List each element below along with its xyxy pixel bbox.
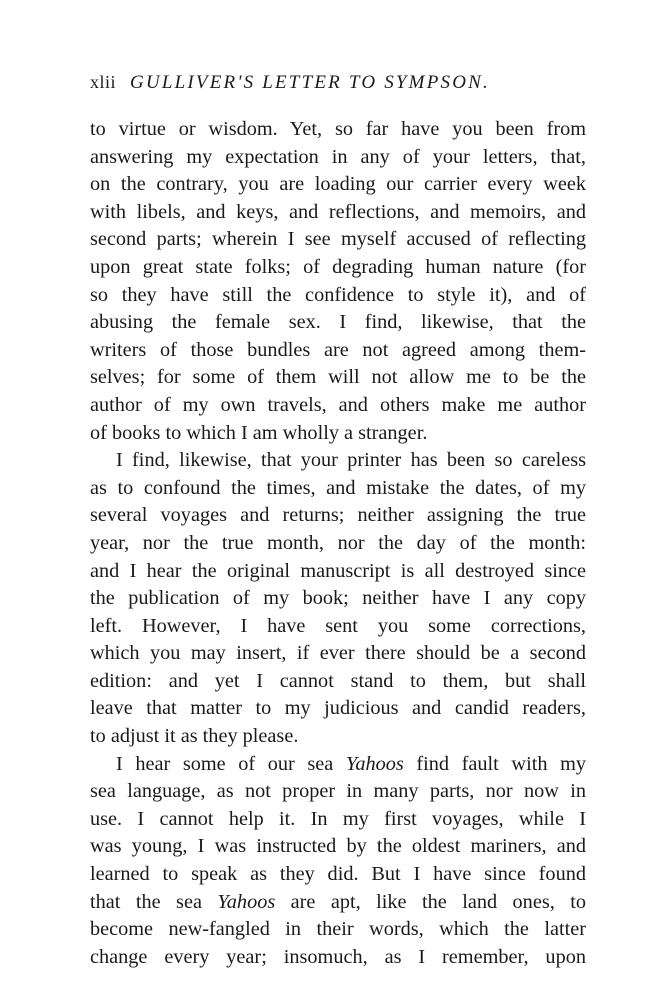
text-line: change every year; insomuch, as I remember, upon: [90, 945, 586, 968]
text-line: on the contrary, you are loading our carrier every week: [90, 173, 586, 196]
text-line: upon great state folks; of degrading human nature (for: [90, 255, 586, 278]
text-line: was young, I was instructed by the oldest mariners, and: [90, 835, 586, 858]
text-line: writers of those bundles are not agreed among them-: [90, 338, 586, 361]
text-segment: are apt, like the land ones, to: [275, 890, 586, 913]
text-line: second parts; wherein I see myself accused of reflecting: [90, 228, 586, 251]
text-line: edition: and yet I cannot stand to them, but shall: [90, 669, 586, 692]
text-line: I find, likewise, that your printer has been so careless: [116, 449, 586, 472]
text-segment: that the sea: [90, 890, 218, 913]
text-line: year, nor the true month, nor the day of the month:: [90, 531, 586, 554]
text-line: [90, 889, 586, 917]
text-segment: find fault with my: [403, 752, 586, 775]
page-number: xlii: [90, 72, 117, 92]
text-line: which you may insert, if ever there should be a second: [90, 642, 586, 665]
text-line: selves; for some of them will not allow me to be the: [90, 366, 586, 389]
paragraph: [90, 447, 586, 751]
text-line: become new-fangled in their words, which the latter: [90, 918, 586, 941]
paragraph: [90, 116, 586, 447]
text-line: and I hear the original manuscript is all destroyed since: [90, 559, 586, 582]
page: [90, 72, 586, 971]
text-line: left. However, I have sent you some corrections,: [90, 614, 586, 637]
text-line: author of my own travels, and others make me author: [90, 393, 586, 416]
text-line: use. I cannot help it. In my first voyages, while I: [90, 807, 586, 830]
running-head: [90, 72, 586, 102]
text-line: of books to which I am wholly a stranger.: [90, 421, 428, 444]
text-line: as to confound the times, and mistake the dates, of my: [90, 476, 586, 499]
text-line: so they have still the confidence to style it), and of: [90, 283, 586, 306]
text-line: with libels, and keys, and reflections, and memoirs, and: [90, 200, 586, 223]
text-line: the publication of my book; neither have I any copy: [90, 587, 586, 610]
text-segment: I hear some of our sea: [116, 752, 346, 775]
text-line: learned to speak as they did. But I have since found: [90, 863, 586, 886]
italic-word: Yahoos: [217, 890, 276, 913]
paragraph: [90, 751, 586, 972]
text-line: to virtue or wisdom. Yet, so far have you been from: [90, 118, 586, 140]
italic-word: Yahoos: [345, 752, 404, 775]
text-line: several voyages and returns; neither assigning the true: [90, 504, 586, 527]
text-line: leave that matter to my judicious and candid readers,: [90, 697, 586, 720]
text-line: sea language, as not proper in many parts, nor now in: [90, 780, 586, 803]
text-line: to adjust it as they please.: [90, 725, 299, 748]
running-title: GULLIVER'S LETTER TO SYMPSON.: [130, 72, 490, 93]
text-line: [90, 751, 586, 779]
text-line: abusing the female sex. I find, likewise, that the: [90, 311, 586, 334]
body-text: [90, 116, 586, 971]
text-line: answering my expectation in any of your letters, that,: [90, 145, 586, 168]
